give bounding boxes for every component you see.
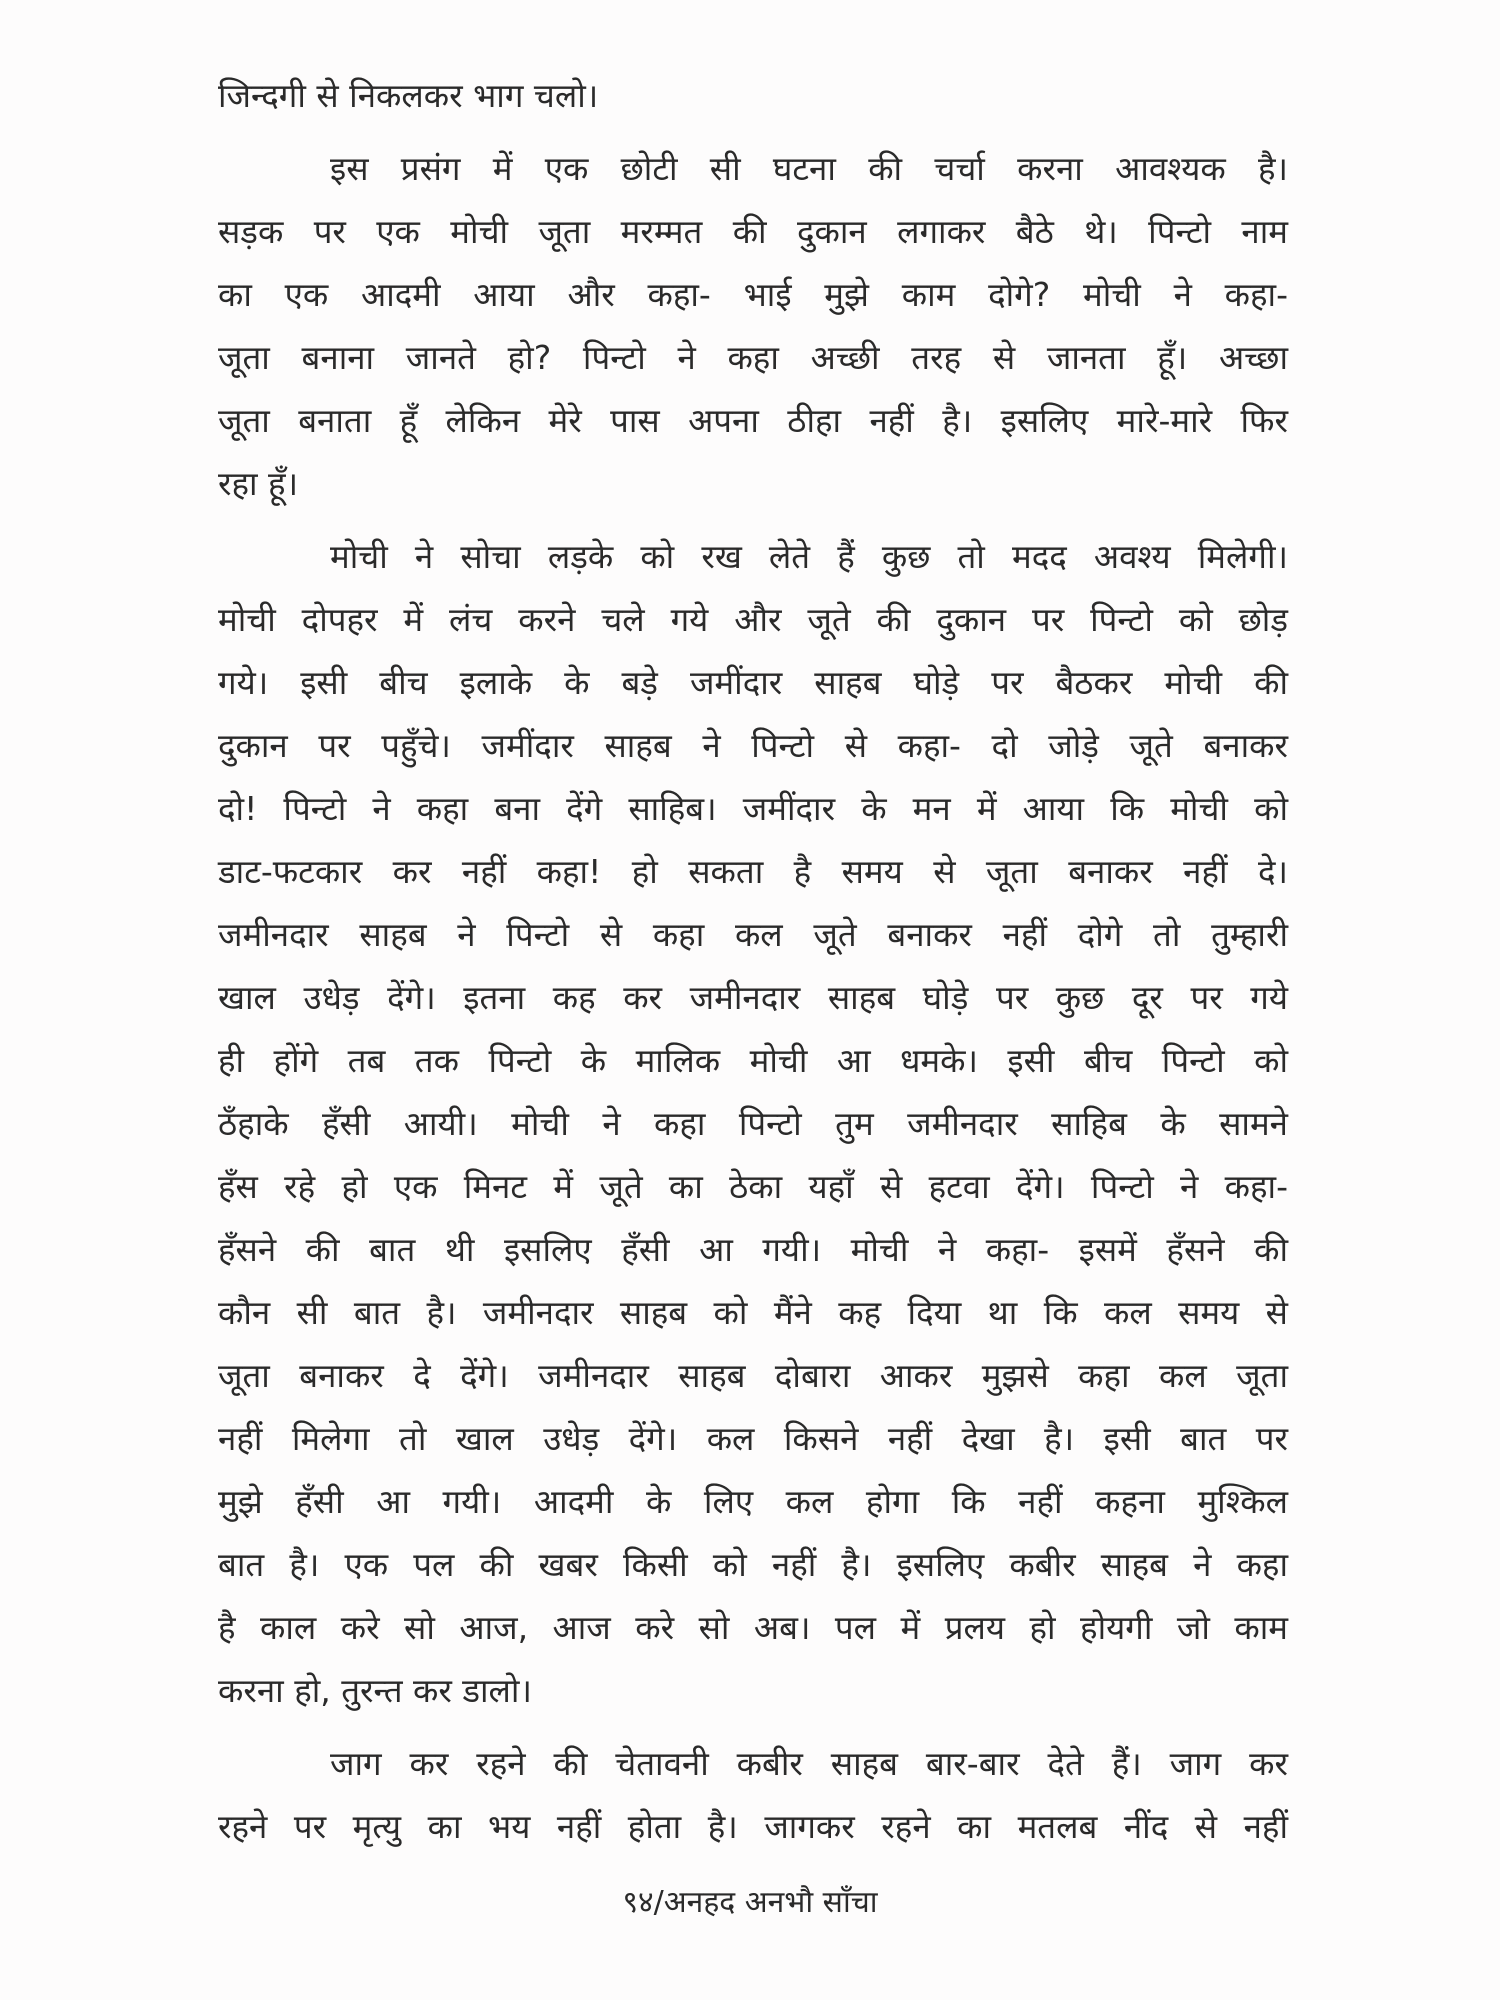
text-line: हँस रहे हो एक मिनट में जूते का ठेका यहाँ से हटवा देंगे। पिन्टो ने कहा-	[218, 1167, 1288, 1206]
text-line: गये। इसी बीच इलाके के बड़े जमींदार साहब घोड़े पर बैठकर मोची की	[218, 663, 1288, 702]
text-line: ही होंगे तब तक पिन्टो के मालिक मोची आ धमके। इसी बीच पिन्टो को	[218, 1041, 1288, 1080]
text-line: जूता बनाता हूँ लेकिन मेरे पास अपना ठीहा नहीं है। इसलिए मारे-मारे फिर	[218, 401, 1288, 440]
text-line: दो! पिन्टो ने कहा बना देंगे साहिब। जमींदार के मन में आया कि मोची को	[218, 789, 1288, 828]
text-line: खाल उधेड़ देंगे। इतना कह कर जमीनदार साहब घोड़े पर कुछ दूर पर गये	[218, 978, 1288, 1017]
text-line: बात है। एक पल की खबर किसी को नहीं है। इसलिए कबीर साहब ने कहा	[218, 1545, 1288, 1584]
text-line: सड़क पर एक मोची जूता मरम्मत की दुकान लगाकर बैठे थे। पिन्टो नाम	[218, 212, 1288, 251]
text-line: नहीं मिलेगा तो खाल उधेड़ देंगे। कल किसने नहीं देखा है। इसी बात पर	[218, 1419, 1288, 1458]
text-line: मोची दोपहर में लंच करने चले गये और जूते की दुकान पर पिन्टो को छोड़	[218, 600, 1288, 639]
text-line: जाग कर रहने की चेतावनी कबीर साहब बार-बार देते हैं। जाग कर	[330, 1744, 1288, 1783]
text-line: करना हो, तुरन्त कर डालो।	[218, 1671, 532, 1710]
body-text	[218, 64, 1288, 1858]
text-line: ठँहाके हँसी आयी। मोची ने कहा पिन्टो तुम जमीनदार साहिब के सामने	[218, 1104, 1288, 1143]
text-line: रहने पर मृत्यु का भय नहीं होता है। जागकर रहने का मतलब नींद से नहीं	[218, 1807, 1288, 1846]
text-line: इस प्रसंग में एक छोटी सी घटना की चर्चा करना आवश्यक है।	[330, 149, 1288, 188]
text-line: है काल करे सो आज, आज करे सो अब। पल में प्रलय हो होयगी जो काम	[218, 1608, 1288, 1647]
text-line: जिन्दगी से निकलकर भाग चलो।	[218, 76, 599, 115]
page-footer: ९४/अनहद अनभौ साँचा	[622, 1885, 878, 1920]
text-line: हँसने की बात थी इसलिए हँसी आ गयी। मोची ने कहा- इसमें हँसने की	[218, 1230, 1288, 1269]
text-line: मोची ने सोचा लड़के को रख लेते हैं कुछ तो मदद अवश्य मिलेगी।	[330, 537, 1288, 576]
text-line: का एक आदमी आया और कहा- भाई मुझे काम दोगे? मोची ने कहा-	[218, 275, 1288, 314]
text-line: जूता बनाना जानते हो? पिन्टो ने कहा अच्छी तरह से जानता हूँ। अच्छा	[218, 338, 1288, 377]
text-line: डाट-फटकार कर नहीं कहा! हो सकता है समय से जूता बनाकर नहीं दे।	[218, 852, 1288, 891]
text-line: जमीनदार साहब ने पिन्टो से कहा कल जूते बनाकर नहीं दोगे तो तुम्हारी	[218, 915, 1288, 954]
text-line: रहा हूँ।	[218, 464, 299, 503]
text-line: मुझे हँसी आ गयी। आदमी के लिए कल होगा कि नहीं कहना मुश्किल	[218, 1482, 1288, 1521]
text-line: दुकान पर पहुँचे। जमींदार साहब ने पिन्टो से कहा- दो जोड़े जूते बनाकर	[218, 726, 1288, 765]
text-line: जूता बनाकर दे देंगे। जमीनदार साहब दोबारा आकर मुझसे कहा कल जूता	[218, 1356, 1288, 1395]
text-line: कौन सी बात है। जमीनदार साहब को मैंने कह दिया था कि कल समय से	[218, 1293, 1288, 1332]
